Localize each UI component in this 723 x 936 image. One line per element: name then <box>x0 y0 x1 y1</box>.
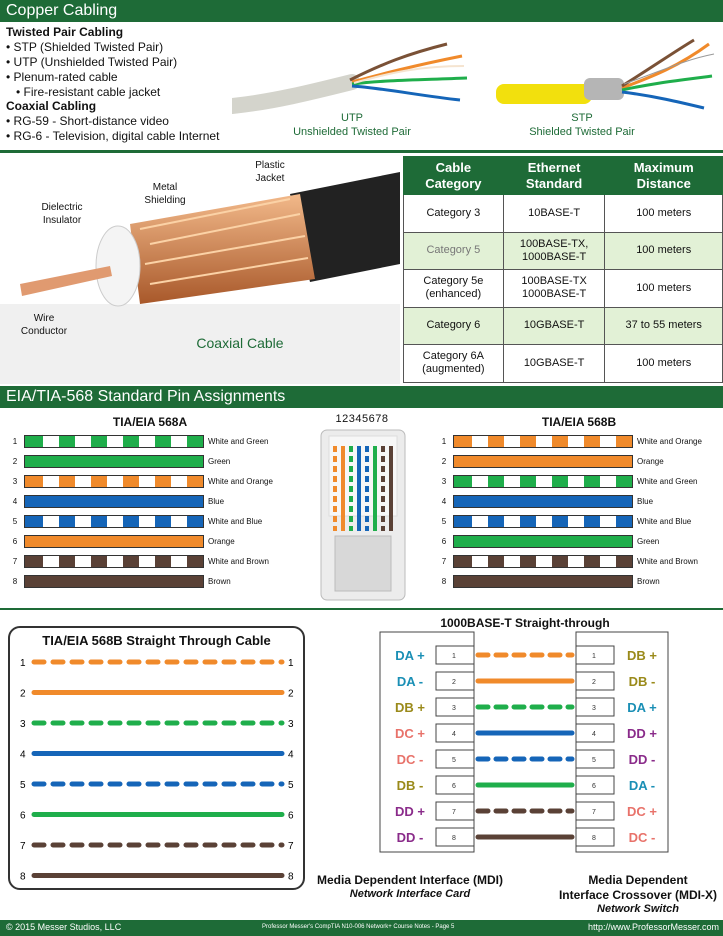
pin-number: 6 <box>12 537 18 546</box>
section-divider <box>0 150 723 153</box>
mdi-pin-number: 8 <box>452 835 456 842</box>
straight-pin-number: 3 <box>20 719 26 730</box>
pin-wire-bar <box>453 515 633 528</box>
coax-dielectric-label: Insulator <box>42 215 82 226</box>
section-header-copper: Copper Cabling <box>0 0 723 22</box>
mdix-label: Interface Crossover (MDI-X) <box>558 888 718 902</box>
stp-caption-long: Shielded Twisted Pair <box>529 126 635 138</box>
mdix-pin-number: 3 <box>592 705 596 712</box>
mdi-signal-label: DD - <box>396 830 424 845</box>
mdi-pin-number: 7 <box>452 809 456 816</box>
coax-metal-label: Shielding <box>144 195 186 206</box>
straight-pin-number: 8 <box>20 871 26 883</box>
twisted-pair-title: Twisted Pair Cabling <box>6 25 124 39</box>
mdix-signal-label: DB - <box>628 674 656 689</box>
mdi-signal-label: DA - <box>396 674 424 689</box>
mdix-pin-number: 5 <box>592 757 596 764</box>
coax-wire-label: Wire <box>33 313 55 324</box>
table-row: Category 5e (enhanced) 100BASE-TX 1000BASE-T 100 meters <box>404 270 723 308</box>
twisted-item: • Fire-resistant cable jacket <box>16 85 161 99</box>
straight-pin-number: 6 <box>288 810 294 822</box>
pin-wire-bar <box>453 435 633 448</box>
mdi-signal-label: DC - <box>396 752 424 767</box>
table-row: Category 5 100BASE-TX, 1000BASE-T 100 meters <box>404 232 723 270</box>
pin-color-label: White and Orange <box>208 477 273 486</box>
pin-color-label: Green <box>208 457 231 466</box>
coax-title: Coaxial Cable <box>196 335 284 351</box>
pin-number: 8 <box>12 577 18 586</box>
table-row: Category 3 10BASE-T 100 meters <box>404 195 723 233</box>
stp-caption-short: STP <box>571 112 593 124</box>
coax-dielectric-label: Dielectric <box>41 202 83 213</box>
pin-number: 5 <box>441 517 447 526</box>
mdix-pin-number: 2 <box>592 679 596 686</box>
pin-wire-bar <box>24 575 204 588</box>
coax-plastic-label: Plastic <box>255 160 285 171</box>
mdi-signal-label: DB - <box>396 778 424 793</box>
footer-url[interactable]: http://www.ProfessorMesser.com <box>587 922 719 932</box>
pin-wire-bar <box>24 455 204 468</box>
pin-wire-bar <box>453 575 633 588</box>
pin-number: 2 <box>441 457 447 466</box>
pin-wire-bar <box>453 495 633 508</box>
mdix-signal-label: DC + <box>627 804 657 819</box>
straight-pin-number: 4 <box>20 749 26 761</box>
pin-wire-bar <box>24 495 204 508</box>
mdi-sublabel: Network Interface Card <box>349 888 471 900</box>
mdix-pin-number: 6 <box>592 783 596 790</box>
mdix-signal-label: DD + <box>627 726 657 741</box>
rj45-connector-image <box>315 426 411 606</box>
mdi-pin-number: 5 <box>452 757 456 764</box>
mdi-signal-label: DD + <box>395 804 425 819</box>
pin-number: 1 <box>441 437 447 446</box>
utp-caption-long: Unshielded Twisted Pair <box>293 126 411 138</box>
pin-wire-bar <box>453 555 633 568</box>
mdix-signal-label: DA - <box>628 778 656 793</box>
table-header: Cable Category <box>404 157 504 195</box>
table-row: Category 6 10GBASE-T 37 to 55 meters <box>404 307 723 345</box>
pin-number: 4 <box>441 497 447 506</box>
stp-cable-image <box>494 36 716 116</box>
straight-pin-number: 5 <box>20 780 26 791</box>
pin-color-label: Brown <box>637 577 660 586</box>
section-divider <box>0 608 723 610</box>
mdix-signal-label: DB + <box>627 648 657 663</box>
mdix-signal-label: DC - <box>628 830 656 845</box>
mdix-pin-number: 4 <box>592 731 596 738</box>
straight-pin-number: 7 <box>20 841 26 852</box>
pin-wire-bar <box>453 475 633 488</box>
table-header: Maximum Distance <box>605 157 723 195</box>
twisted-item: • STP (Shielded Twisted Pair) <box>6 40 164 54</box>
mdi-pin-number: 4 <box>452 731 456 738</box>
pin-color-label: White and Brown <box>208 557 269 566</box>
straight-pin-number: 6 <box>20 810 26 822</box>
gigabit-title: 1000BASE-T Straight-through <box>440 616 610 630</box>
mdi-signal-label: DA + <box>395 648 425 663</box>
twisted-item: • Plenum-rated cable <box>6 70 118 84</box>
pin-color-label: White and Blue <box>208 517 263 526</box>
straight-pin-number: 3 <box>288 719 294 730</box>
mdi-pin-number: 2 <box>452 679 456 686</box>
pin-color-label: Blue <box>208 497 225 506</box>
pin-number: 1 <box>12 437 18 446</box>
pin-number: 2 <box>12 457 18 466</box>
mdi-pin-number: 3 <box>452 705 456 712</box>
mdi-pin-number: 6 <box>452 783 456 790</box>
mdix-signal-label: DD - <box>628 752 656 767</box>
pin-568a-title: TIA/EIA 568A <box>112 415 188 429</box>
straight-pin-number: 4 <box>288 749 294 761</box>
pin-color-label: White and Green <box>208 437 269 446</box>
pin-color-label: Green <box>637 537 660 546</box>
table-row: Category 6A (augmented) 10GBASE-T 100 meters <box>404 345 723 383</box>
pin-color-label: White and Orange <box>637 437 702 446</box>
straight-pin-number: 5 <box>288 780 294 791</box>
utp-caption-short: UTP <box>341 112 363 124</box>
straight-pin-number: 2 <box>20 688 26 700</box>
gigabit-diagram <box>378 630 678 854</box>
footer-copyright: © 2015 Messer Studios, LLC <box>6 922 122 932</box>
coax-metal-label: Metal <box>152 182 178 193</box>
connector-pin-numbers: 12345678 <box>335 413 389 425</box>
straight-pin-number: 1 <box>20 658 26 669</box>
straight-pin-number: 2 <box>288 688 294 700</box>
pin-number: 4 <box>12 497 18 506</box>
utp-cable-image <box>232 36 472 116</box>
mdi-pin-number: 1 <box>452 653 456 660</box>
pin-wire-bar <box>24 555 204 568</box>
straight-pin-number: 1 <box>288 658 294 669</box>
pin-wire-bar <box>24 515 204 528</box>
pin-color-label: Orange <box>208 537 235 546</box>
straight-pin-number: 7 <box>288 841 294 852</box>
coax-wire-label: Conductor <box>20 326 68 337</box>
pin-wire-bar <box>24 535 204 548</box>
mdix-label: Media Dependent <box>588 873 688 887</box>
footer-course: Professor Messer's CompTIA N10-006 Network+ Course Notes - Page 5 <box>262 924 455 930</box>
pin-wire-bar <box>453 455 633 468</box>
pin-color-label: Blue <box>637 497 654 506</box>
pin-568b-title: TIA/EIA 568B <box>541 415 617 429</box>
pin-number: 3 <box>12 477 18 486</box>
mdix-sublabel: Network Switch <box>597 903 679 915</box>
coaxial-title: Coaxial Cabling <box>6 99 97 113</box>
pin-number: 7 <box>441 557 447 566</box>
coaxial-item: • RG-6 - Television, digital cable Internet <box>6 129 220 143</box>
table-header: Ethernet Standard <box>503 157 605 195</box>
pin-number: 7 <box>12 557 18 566</box>
straight-through-diagram <box>10 650 302 886</box>
pin-number: 5 <box>12 517 18 526</box>
mdix-pin-number: 1 <box>592 653 596 660</box>
pin-number: 3 <box>441 477 447 486</box>
page-footer <box>0 920 723 936</box>
mdix-signal-label: DA + <box>627 700 657 715</box>
pin-color-label: White and Green <box>637 477 698 486</box>
pin-color-label: Brown <box>208 577 231 586</box>
mdi-signal-label: DB + <box>395 700 425 715</box>
pin-wire-bar <box>24 475 204 488</box>
section-header-pins: EIA/TIA-568 Standard Pin Assignments <box>0 386 723 408</box>
coaxial-item: • RG-59 - Short-distance video <box>6 114 169 128</box>
pin-number: 6 <box>441 537 447 546</box>
pin-color-label: White and Brown <box>637 557 698 566</box>
cable-category-table <box>403 156 723 383</box>
mdi-signal-label: DC + <box>395 726 425 741</box>
pin-color-label: White and Blue <box>637 517 692 526</box>
pin-color-label: Orange <box>637 457 664 466</box>
straight-pin-number: 8 <box>288 871 294 883</box>
pin-wire-bar <box>453 535 633 548</box>
twisted-item: • UTP (Unshielded Twisted Pair) <box>6 55 178 69</box>
mdix-pin-number: 7 <box>592 809 596 816</box>
straight-through-title: TIA/EIA 568B Straight Through Cable <box>42 633 271 648</box>
mdix-pin-number: 8 <box>592 835 596 842</box>
pin-wire-bar <box>24 435 204 448</box>
pin-number: 8 <box>441 577 447 586</box>
coax-plastic-label: Jacket <box>255 173 285 184</box>
mdi-label: Media Dependent Interface (MDI) <box>316 873 504 887</box>
